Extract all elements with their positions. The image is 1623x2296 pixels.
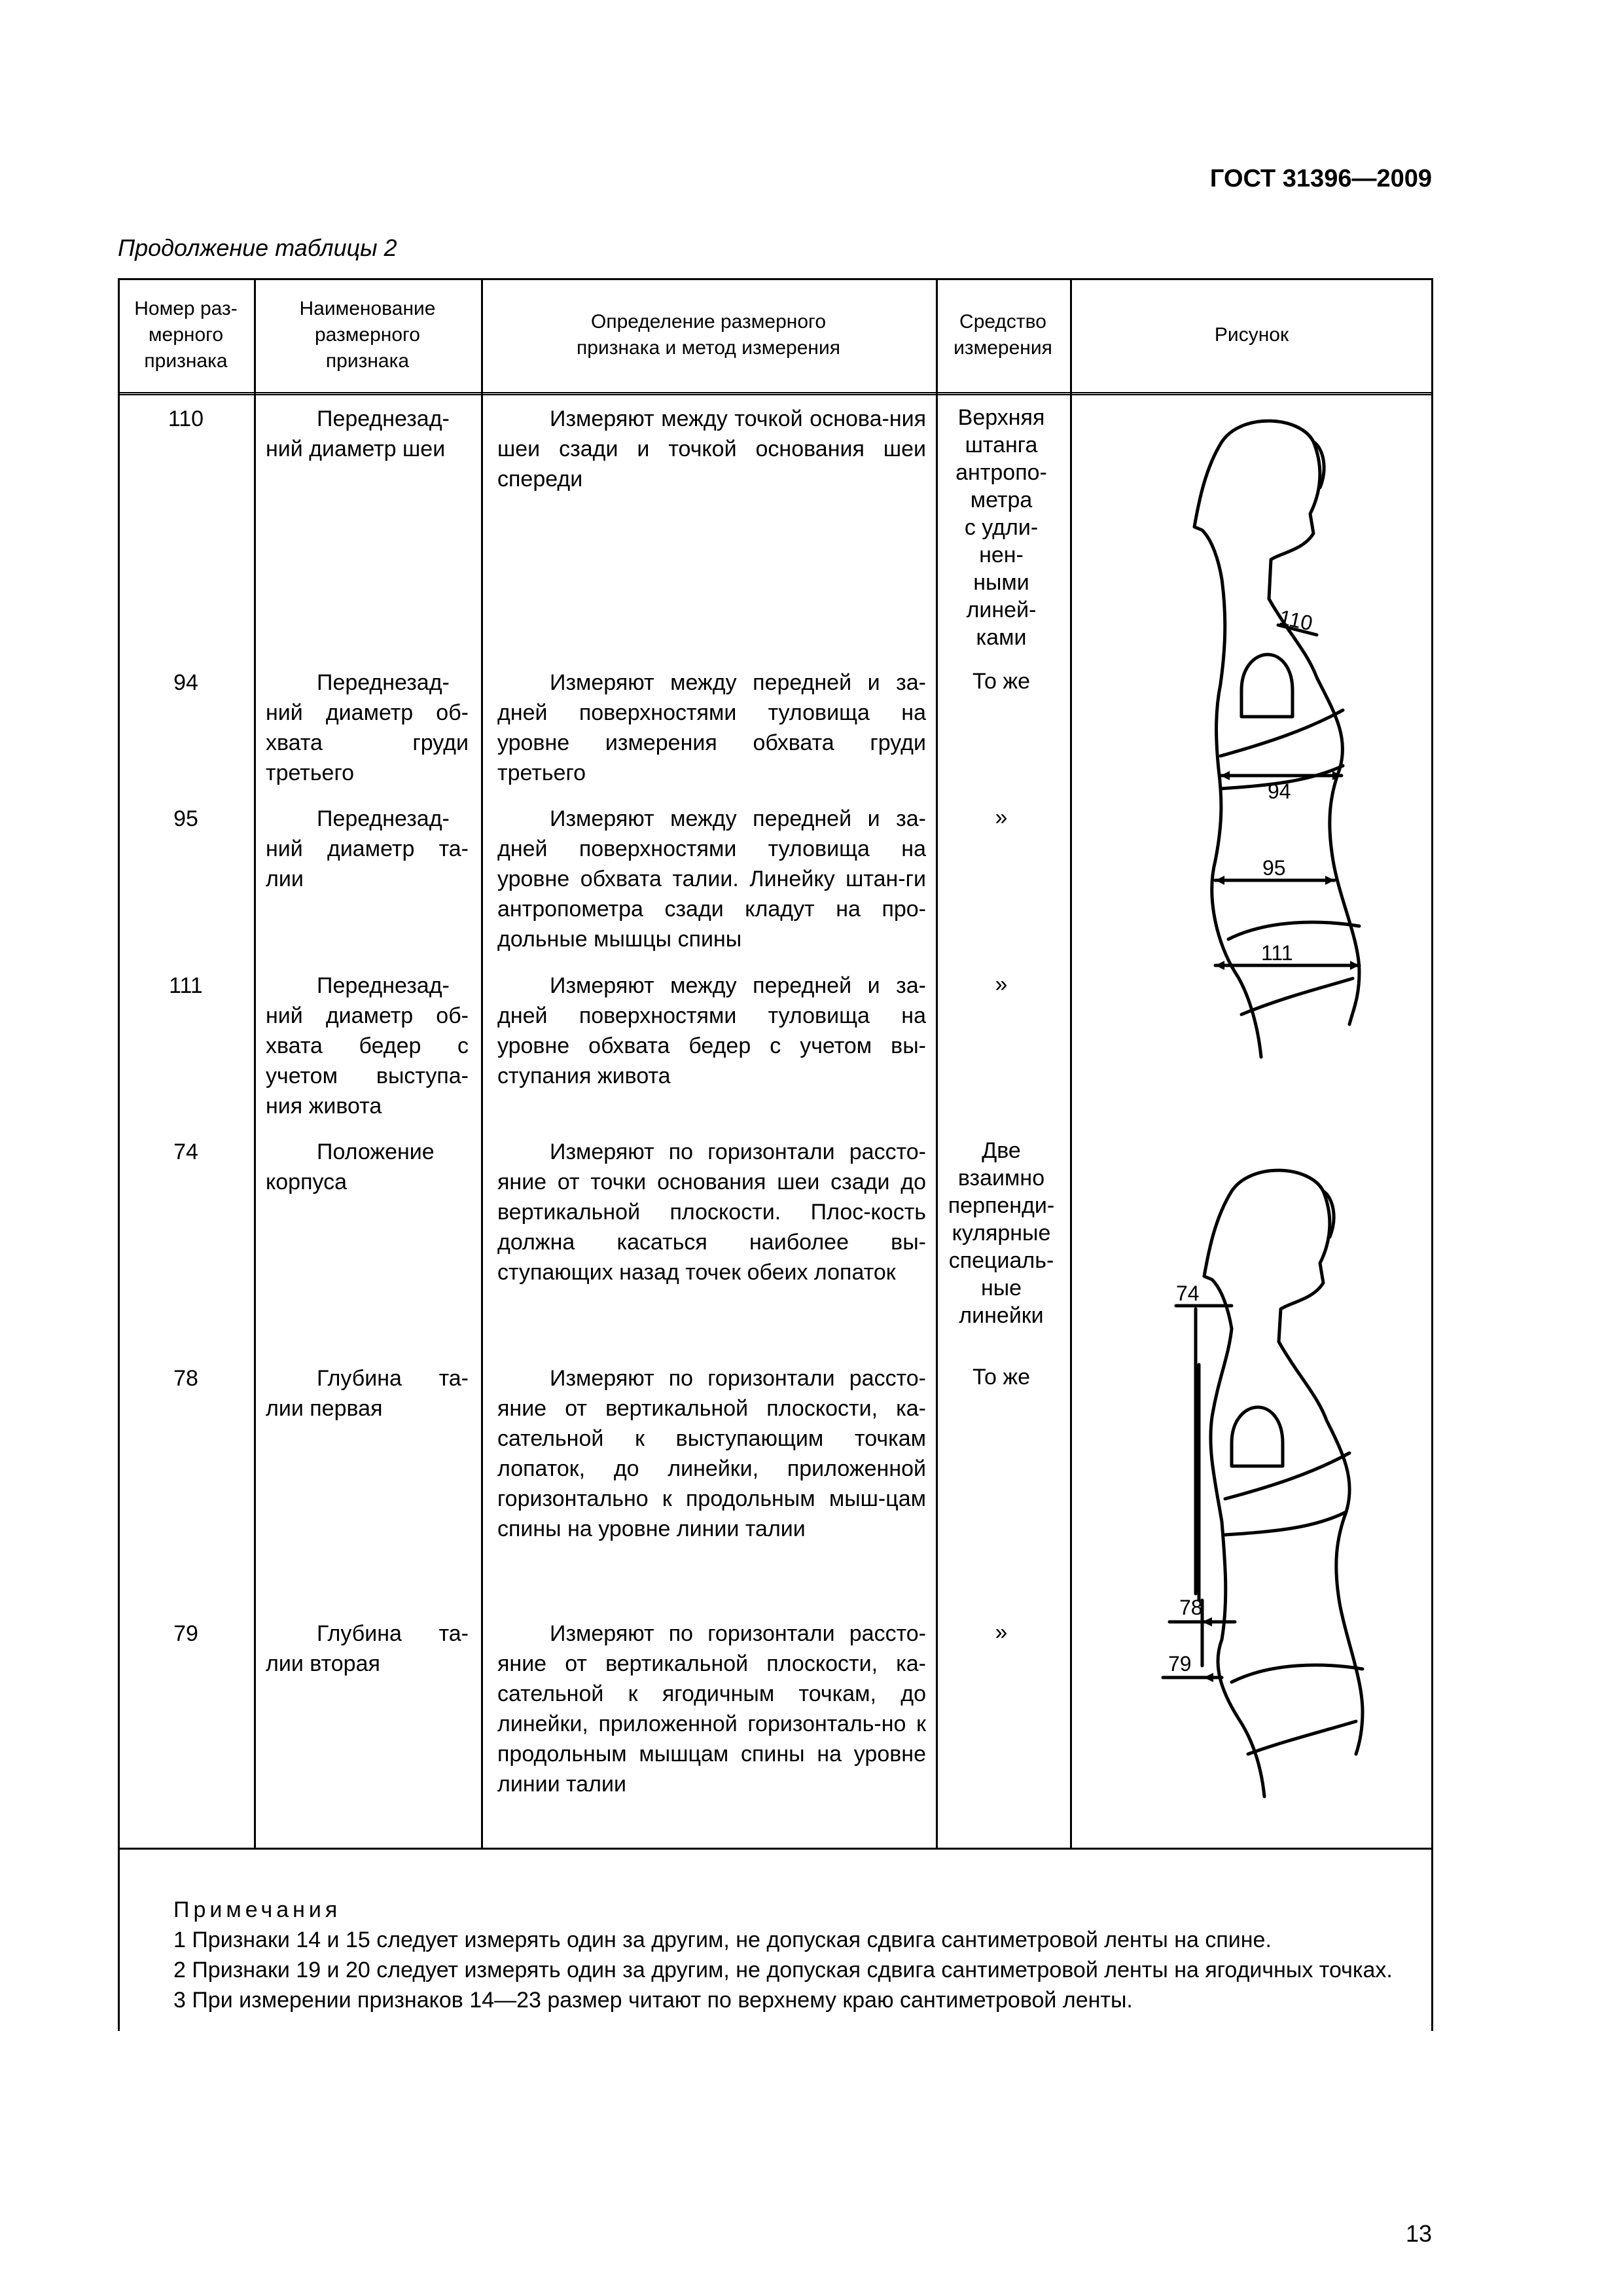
header-figure: Рисунок xyxy=(1214,324,1289,346)
label-111: 111 xyxy=(1261,941,1293,965)
header-tool: Средство измерения xyxy=(954,311,1052,359)
row-78-number: 78 xyxy=(173,1366,198,1391)
note-item: 2 Признаки 19 и 20 следует измерять один за другим, не допуская сдвига сантиметровой ленты на ягодичных точках. xyxy=(173,1958,1393,1982)
row-79-number: 79 xyxy=(173,1621,198,1646)
row-110-definition: Измеряют между точкой основа-ния шеи сзади и точкой основания шеи спереди xyxy=(497,406,926,492)
row-74-definition: Измеряют по горизонтали рассто-яние от точки основания шеи сзади до вертикальной плоскости. Плос-кость должна касаться наиболее вы-ступающих назад точек обеих лопаток xyxy=(497,1139,926,1285)
header-divider xyxy=(118,392,1433,395)
header-definition: Определение размерного признака и метод измерения xyxy=(577,311,840,359)
row-79-name: Глубина та-лии вторая xyxy=(266,1621,469,1676)
row-94-tool: То же xyxy=(972,669,1031,694)
row-74-number: 74 xyxy=(173,1139,198,1164)
row-110-tool: Верхняя штанга антропо- метра с удли- нен- ными линей- ками xyxy=(955,405,1047,650)
row-78-definition: Измеряют по горизонтали рассто-яние от вертикальной плоскости, ка-сательной к выступающим точкам лопаток, до линейки, приложенной горизонтально к продольным мыш-цам спины на уровне линии талии xyxy=(497,1366,926,1541)
note-item: 3 При измерении признаков 14—23 размер читают по верхнему краю сантиметровой ленты. xyxy=(173,1988,1133,2013)
notes-section xyxy=(118,1895,1433,2015)
row-110-name: Переднезад-ний диаметр шеи xyxy=(266,406,450,461)
column-divider xyxy=(254,278,256,1848)
measurement-table xyxy=(118,278,1433,1880)
row-79-definition: Измеряют по горизонтали рассто-яние от вертикальной плоскости, ка-сательной к ягодичным точкам, до линейки, приложенной горизонталь-но к продольным мышцам спины на уровне линии талии xyxy=(497,1621,926,1797)
head-outline xyxy=(1232,1170,1330,1342)
note-item: 1 Признаки 14 и 15 следует измерять один за другим, не допуская сдвига сантиметровой ленты на спине. xyxy=(173,1928,1272,1952)
table-bottom-border xyxy=(118,1848,1433,1850)
row-95-number: 95 xyxy=(173,806,198,831)
back-outline xyxy=(1212,579,1261,1057)
head-outline xyxy=(1222,421,1320,599)
label-95: 95 xyxy=(1262,856,1286,880)
torso-profile-drawing xyxy=(1084,403,1433,1136)
row-111-definition: Измеряют между передней и за-дней поверхностями туловища на уровне обхвата бедер с учетом вы-ступания живота xyxy=(497,973,926,1088)
column-divider xyxy=(936,278,938,1848)
label-74: 74 xyxy=(1176,1282,1200,1305)
row-74-name: Положение корпуса xyxy=(266,1139,435,1194)
row-79-tool: » xyxy=(995,1620,1008,1645)
row-78-tool: То же xyxy=(972,1365,1031,1390)
figure-torso-diameters xyxy=(1084,403,1433,1136)
label-78: 78 xyxy=(1179,1596,1203,1619)
header-number: Номер раз- мерного признака xyxy=(134,298,238,372)
notes-title: Примечания xyxy=(173,1897,342,1922)
label-110: 110 xyxy=(1277,605,1315,636)
shoulder-blade xyxy=(1232,1407,1283,1466)
header-name: Наименование размерного признака xyxy=(299,298,436,372)
column-divider xyxy=(481,278,483,1848)
row-95-definition: Измеряют между передней и за-дней поверхностями туловища на уровне обхвата талии. Линейку штан-ги антропометра сзади кладут на про-дольные мышцы спины xyxy=(497,806,926,952)
shoulder-blade xyxy=(1241,655,1293,717)
column-divider xyxy=(1070,278,1072,1848)
document-code: ГОСТ 31396—2009 xyxy=(1209,165,1432,192)
row-94-name: Переднезад-ний диаметр об-хвата груди третьего xyxy=(266,670,469,785)
row-78-name: Глубина та-лии первая xyxy=(266,1366,469,1421)
posture-profile-drawing xyxy=(1084,1142,1433,1846)
back-outline xyxy=(1211,1329,1264,1797)
figure-body-posture xyxy=(1084,1142,1433,1846)
row-111-name: Переднезад-ний диаметр об-хвата бедер с учетом выступа-ния живота xyxy=(266,973,469,1119)
page-number: 13 xyxy=(1405,2220,1432,2247)
front-outline xyxy=(1279,1342,1363,1754)
row-111-tool: » xyxy=(995,972,1008,997)
row-95-name: Переднезад-ний диаметр та-лии xyxy=(266,806,469,891)
row-94-definition: Измеряют между передней и за-дней поверхностями туловища на уровне измерения обхвата груди третьего xyxy=(497,670,926,785)
row-110-number: 110 xyxy=(168,406,204,431)
row-111-number: 111 xyxy=(169,973,203,998)
label-79: 79 xyxy=(1168,1652,1192,1676)
table-caption: Продолжение таблицы 2 xyxy=(118,234,397,261)
row-95-tool: » xyxy=(995,805,1008,830)
row-74-tool: Две взаимно перпенди- кулярные специаль- ные линейки xyxy=(948,1138,1055,1328)
row-94-number: 94 xyxy=(173,670,198,695)
label-94: 94 xyxy=(1268,780,1291,803)
